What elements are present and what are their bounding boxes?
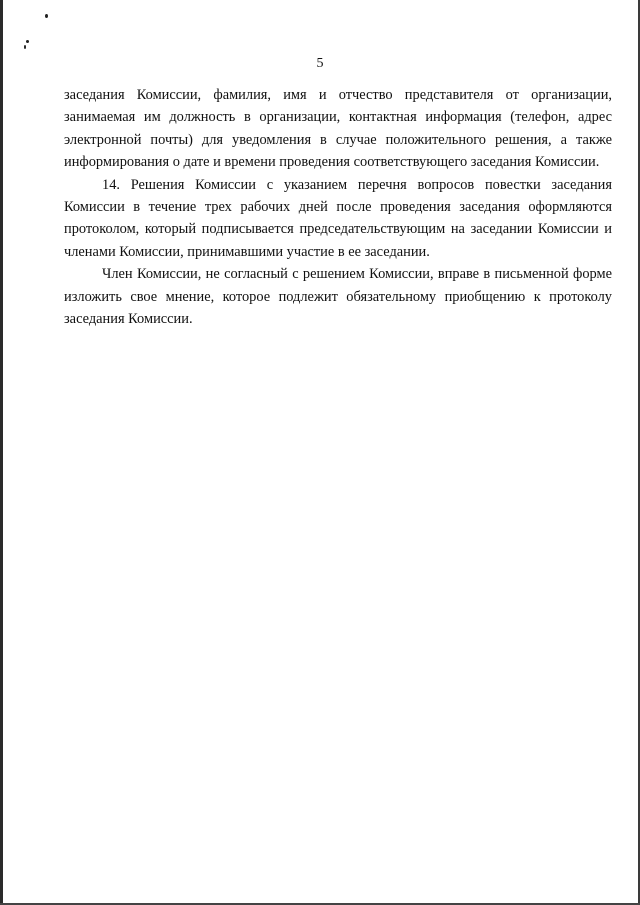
scan-left-edge [0, 0, 3, 905]
scan-speck [26, 40, 29, 43]
scan-speck [24, 45, 26, 49]
paragraph-dissent: Член Комиссии, не согласный с решением Комиссии, вправе в письменной форме изложить свое мнение, которое подлежит обязательному приобщению к протоколу заседания Комиссии. [64, 266, 612, 328]
document-body [64, 84, 612, 330]
page-number: 5 [316, 56, 324, 71]
paragraph-item-14: 14. Решения Комиссии с указанием перечня вопросов повестки заседания Комиссии в течение трех рабочих дней после проведения заседания оформляются протоколом, который подписывается председательствующим на заседании Комиссии и членами Комиссии, принимавшими участие в ее заседании. [64, 176, 612, 260]
paragraph-continued: заседания Комиссии, фамилия, имя и отчество представителя от организации, занимаемая им должность в организации, контактная информация (телефон, адрес электронной почты) для уведомления в случае положительного решения, а также информирования о дате и времени проведения соответствующего заседания Комиссии. [64, 87, 612, 171]
scan-speck [45, 14, 48, 18]
